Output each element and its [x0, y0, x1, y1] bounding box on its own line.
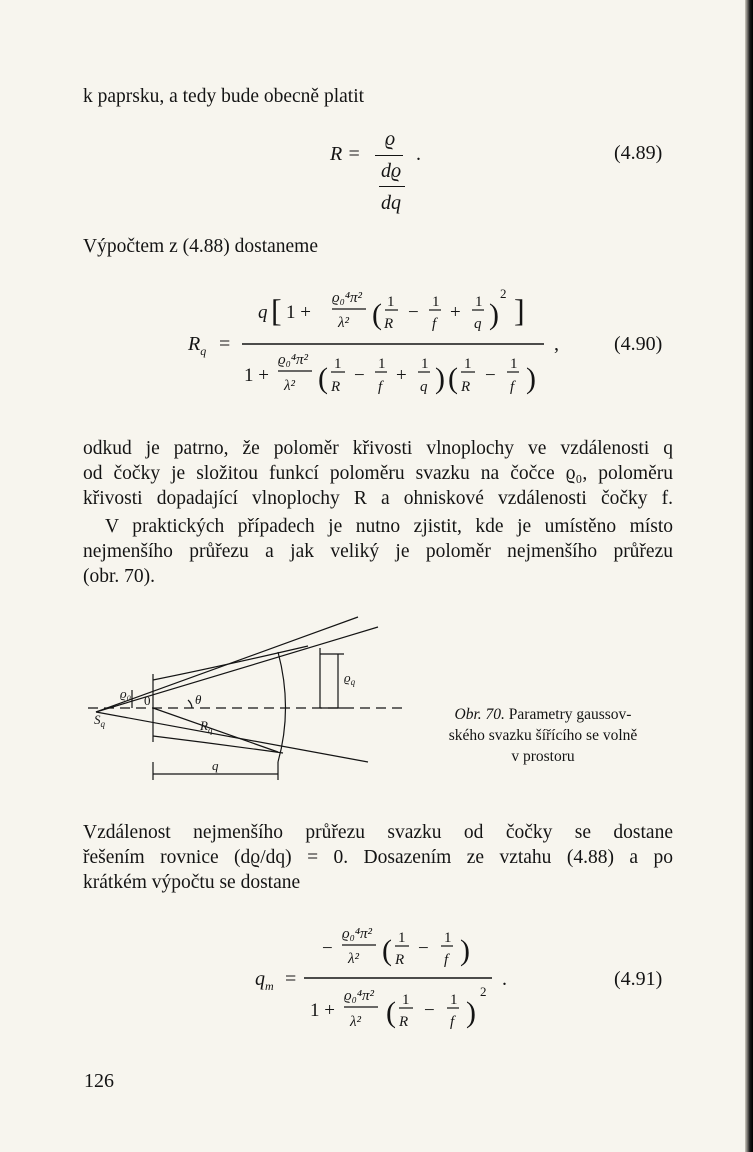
eq489-denominator-bottom: dq — [381, 192, 401, 214]
svg-text:[: [ — [271, 292, 282, 328]
paragraph-2-line-3: (obr. 70). — [83, 566, 156, 587]
svg-text:1: 1 — [398, 930, 406, 946]
paragraph-3-line-3: krátkém výpočtu se dostane — [83, 872, 301, 893]
svg-text:): ) — [435, 362, 445, 395]
svg-text:f: f — [378, 379, 383, 395]
svg-text:(: ( — [386, 996, 396, 1029]
eq489-period: . — [416, 143, 421, 165]
svg-text:R: R — [461, 379, 471, 395]
figure-label-q: q — [212, 758, 219, 773]
svg-text:2: 2 — [480, 984, 487, 999]
svg-text:f: f — [444, 952, 449, 968]
eq490-lhs: $R_q$ — [188, 333, 207, 358]
svg-text:1: 1 — [432, 294, 440, 310]
svg-text:1: 1 — [444, 930, 452, 946]
eq489-denominator-top: dϱ — [381, 160, 402, 182]
scan-edge — [745, 0, 753, 1152]
svg-text:R: R — [399, 1014, 409, 1030]
svg-text:1: 1 — [378, 356, 386, 372]
eq491-number: (4.91) — [614, 968, 663, 990]
svg-text:f: f — [432, 316, 437, 332]
figure-70-caption — [420, 704, 666, 767]
svg-text:1: 1 — [475, 294, 483, 310]
caption-lead: Obr. 70. — [454, 706, 505, 723]
figure-label-theta: θ — [195, 692, 202, 707]
svg-text:(: ( — [382, 934, 392, 967]
svg-text:λ²: λ² — [284, 378, 295, 394]
caption-text-2: ského svazku šířícího se volně — [448, 727, 638, 744]
svg-text:+: + — [396, 365, 407, 386]
page-number: 126 — [84, 1070, 114, 1092]
svg-text:(: ( — [448, 362, 458, 395]
paragraph-3-line-1: Vzdálenost nejmenšího průřezu svazku od čočky se dostane — [83, 822, 673, 843]
svg-text:1: 1 — [387, 294, 395, 310]
eq489-numerator: ϱ — [385, 128, 396, 150]
svg-text:−: − — [485, 365, 496, 386]
paragraph-1-line-2: od čočky je složitou funkcí poloměru svazku na čočce ϱ₀, poloměru — [83, 463, 673, 484]
paragraph-3-line-2: řešením rovnice (dϱ/dq) = 0. Dosazením ze vztahu (4.88) a po — [83, 847, 673, 868]
eq489-number: (4.89) — [614, 142, 663, 164]
eq491-math-graphic — [300, 916, 500, 1054]
svg-text:1 +: 1 + — [310, 1000, 335, 1021]
eq489-fraction-bar — [375, 155, 403, 156]
svg-text:2: 2 — [500, 286, 507, 301]
svg-text:q: q — [420, 379, 428, 395]
paragraph-1-line-1: odkud je patrno, že poloměr křivosti vlnoplochy ve vzdálenosti q — [83, 438, 673, 459]
figure-label-rhoq: $ϱ_q$ — [344, 670, 356, 687]
svg-text:q: q — [258, 302, 268, 323]
svg-text:1 +: 1 + — [286, 302, 311, 323]
svg-text:): ) — [526, 362, 536, 395]
svg-text:−: − — [424, 1000, 435, 1021]
eq491-equals: = — [285, 968, 297, 990]
svg-text:R: R — [331, 379, 341, 395]
paragraph-2-line-1: V praktických případech je nutno zjistit, kde je umístěno místo — [105, 516, 673, 537]
text-line-intro: k paprsku, a tedy bude obecně platit — [83, 86, 365, 107]
svg-text:R: R — [395, 952, 405, 968]
paragraph-1 — [83, 436, 673, 511]
eq491-period: . — [502, 968, 507, 990]
svg-text:): ) — [466, 996, 476, 1029]
caption-text-3: v prostoru — [511, 748, 575, 765]
caption-text-1: Parametry gaussov- — [508, 706, 632, 723]
eq490-equals: = — [219, 333, 231, 355]
figure-label-rho0: ϱ₀ — [120, 686, 132, 701]
svg-text:1: 1 — [402, 992, 410, 1008]
figure-label-rq: $R_q$ — [200, 718, 213, 735]
svg-text:−: − — [418, 938, 429, 959]
paragraph-1-line-3: křivosti dopadající vlnoplochy R a ohniskové vzdálenosti čočky f. — [83, 488, 673, 509]
svg-text:−: − — [322, 938, 333, 959]
svg-text:1: 1 — [464, 356, 472, 372]
eq491-lhs: $q_m$ — [255, 968, 274, 993]
svg-text:(: ( — [318, 362, 328, 395]
svg-text:): ) — [489, 298, 499, 331]
svg-text:ϱ₀⁴π²: ϱ₀⁴π² — [278, 352, 309, 368]
paragraph-3 — [83, 820, 673, 895]
svg-text:λ²: λ² — [338, 315, 349, 331]
svg-text:ϱ₀⁴π²: ϱ₀⁴π² — [342, 926, 373, 942]
svg-text:): ) — [460, 934, 470, 967]
figure-label-origin: 0 — [144, 693, 151, 708]
eq489-inner-fraction-bar — [379, 186, 405, 187]
svg-text:]: ] — [514, 292, 525, 328]
text-line-vypoctem: Výpočtem z (4.88) dostaneme — [83, 236, 319, 257]
svg-text:1: 1 — [510, 356, 518, 372]
figure-70-diagram — [88, 612, 418, 782]
svg-text:+: + — [450, 302, 461, 323]
svg-text:(: ( — [372, 298, 382, 331]
paragraph-2 — [83, 514, 673, 589]
svg-text:ϱ₀⁴π²: ϱ₀⁴π² — [332, 290, 363, 306]
figure-label-s: $S_q$ — [94, 712, 105, 729]
svg-text:R: R — [384, 316, 394, 332]
svg-text:−: − — [408, 302, 419, 323]
svg-text:f: f — [450, 1014, 455, 1030]
eq490-number: (4.90) — [614, 333, 663, 355]
svg-text:1: 1 — [421, 356, 429, 372]
paragraph-2-line-2: nejmenšího průřezu a jak veliký je poloměr nejmenšího průřezu — [83, 541, 673, 562]
eq490-comma: , — [554, 333, 559, 355]
svg-text:λ²: λ² — [350, 1014, 361, 1030]
eq489-lhs: R = — [330, 143, 361, 165]
svg-text:1: 1 — [450, 992, 458, 1008]
svg-text:q: q — [474, 316, 482, 332]
svg-text:f: f — [510, 379, 515, 395]
svg-text:ϱ₀⁴π²: ϱ₀⁴π² — [344, 988, 375, 1004]
svg-text:1: 1 — [334, 356, 342, 372]
svg-text:−: − — [354, 365, 365, 386]
svg-text:λ²: λ² — [348, 951, 359, 967]
eq490-math-graphic — [238, 280, 558, 410]
svg-text:1 +: 1 + — [244, 365, 269, 386]
